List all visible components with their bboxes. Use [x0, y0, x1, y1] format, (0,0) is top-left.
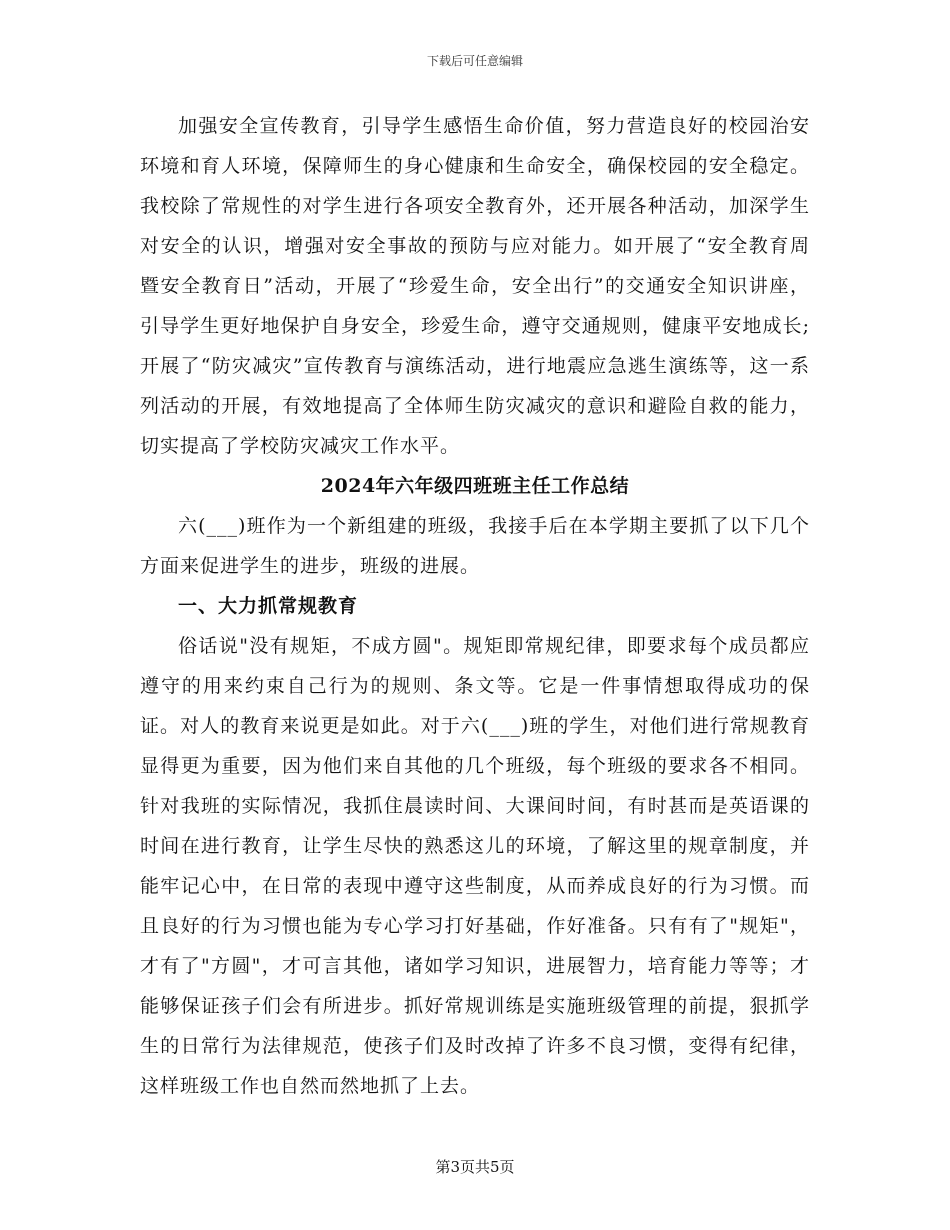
- routine-education-paragraph: 俗话说"没有规矩，不成方圆"。规矩即常规纪律，即要求每个成员都应遵守的用来约束自己行为的规则、条文等。它是一件事情想取得成功的保证。对人的教育来说更是如此。对于六(___)班的学生，对他们进行常规教育显得更为重要，因为他们来自其他的几个班级，每个班级的要求各不相同。针对我班的实际情况，我抓住晨读时间、大课间时间，有时甚而是英语课的时间在进行教育，让学生尽快的熟悉这儿的环境，了解这里的规章制度，并能牢记心中，在日常的表现中遵守这些制度，从而养成良好的行为习惯。而且良好的行为习惯也能为专心学习打好基础，作好准备。只有有了"规矩"，才有了"方圆"，才可言其他，诸如学习知识，进展智力，培育能力等等；才能够保证孩子们会有所进步。抓好常规训练是实施班级管理的前提，狠抓学生的日常行为法律规范，使孩子们及时改掉了许多不良习惯，变得有纪律，这样班级工作也自然而然地抓了上去。: [140, 635, 810, 1097]
- page-footer-number: 第3页共5页: [435, 1158, 515, 1176]
- safety-education-paragraph: 加强安全宣传教育，引导学生感悟生命价值，努力营造良好的校园治安环境和育人环境，保障师生的身心健康和生命安全，确保校园的安全稳定。我校除了常规性的对学生进行各项安全教育外，还开展各种活动，加深学生对安全的认识，增强对安全事故的预防与应对能力。如开展了“安全教育周暨安全教育日”活动，开展了“珍爱生命，安全出行”的交通安全知识讲座，引导学生更好地保护自身安全，珍爱生命，遵守交通规则，健康平安地成长;开展了“防灾减灾”宣传教育与演练活动，进行地震应急逃生演练等，这一系列活动的开展，有效地提高了全体师生防灾减灾的意识和避险自救的能力，切实提高了学校防灾减灾工作水平。: [140, 115, 810, 457]
- intro-paragraph: 六(___)班作为一个新组建的班级，我接手后在本学期主要抓了以下几个方面来促进学生的进步，班级的进展。: [140, 515, 810, 577]
- page-header-note: 下载后可任意编辑: [426, 54, 523, 68]
- section-heading-routine-education: 一、大力抓常规教育: [178, 595, 359, 617]
- document-body: [140, 106, 810, 1106]
- document-title: 2024年六年级四班班主任工作总结: [320, 475, 630, 497]
